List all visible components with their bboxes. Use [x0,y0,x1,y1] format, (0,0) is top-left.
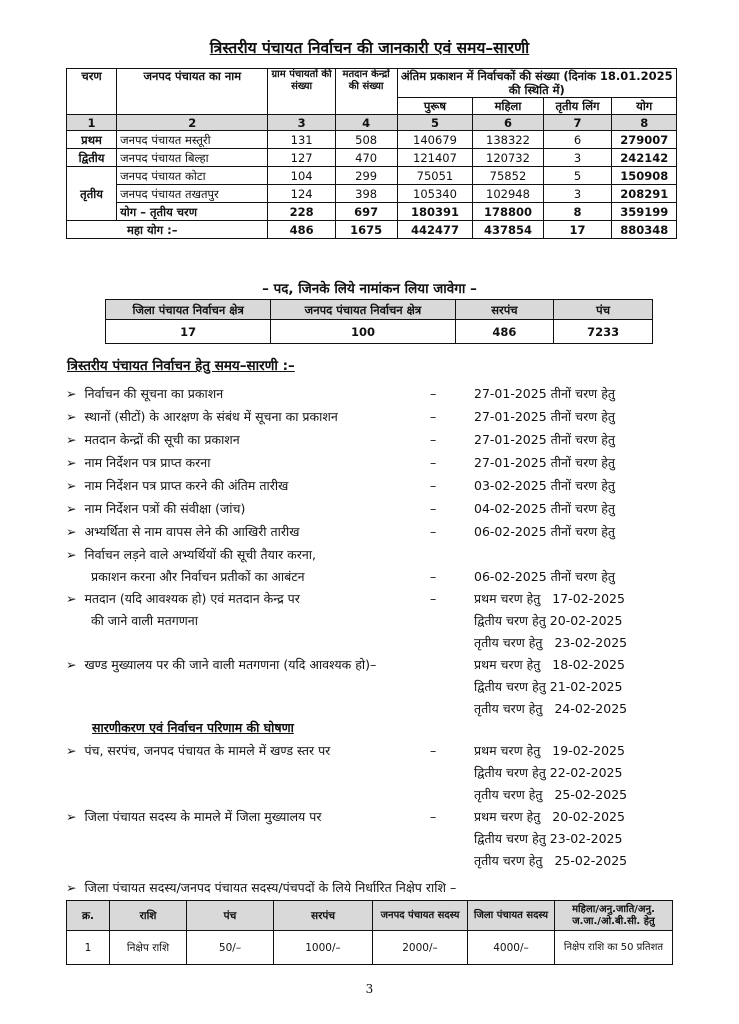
list-item: ➢ पंच, सरपंच, जनपद पंचायत के मामले में खण्ड स्तर पर [66,743,331,758]
col-purush: पुरूष [397,98,473,115]
col-yog: योग [612,98,677,115]
col-num: 8 [612,115,677,131]
list-item: ➢ निर्वाचन लड़ने वाले अभ्यर्थियों की सूची तैयार करना, [66,547,317,562]
page-number: 3 [365,982,374,996]
col-tritiya-ling: तृतीय लिंग [543,98,612,115]
table-row: 1 निक्षेप राशि 50/– 1000/– 2000/– 4000/– निक्षेप राशि का 50 प्रतिशत [67,931,673,965]
col-mahila: महिला [473,98,543,115]
table-row: द्वितीय जनपद पंचायत बिल्हा 127 470 121407 120732 3 242142 [67,149,677,167]
list-item: ➢ नाम निर्देशन पत्रों की संवीक्षा (जांच) [66,501,246,516]
col-num: 3 [268,115,335,131]
col-gram: ग्राम पंचायतों की संख्या [268,69,335,115]
page-title: त्रिस्तरीय पंचायत निर्वाचन की जानकारी एवं समय–सारणी [209,39,530,57]
list-item: ➢ अभ्यर्थिता से नाम वापस लेने की आखिरी तारीख [66,524,300,539]
list-item: ➢ नाम निर्देशन पत्र प्राप्त करने की अंतिम तारीख [66,478,289,493]
posts-table: जिला पंचायत निर्वाचन क्षेत्र जनपद पंचायत निर्वाचन क्षेत्र सरपंच पंच 17 100 486 7233 [105,299,653,344]
col-num: 1 [67,115,117,131]
col-num: 7 [543,115,612,131]
posts-heading: – पद, जिनके लिये नामांकन लिया जावेगा – [262,281,477,297]
col-charan: चरण [67,69,117,115]
col-num: 4 [335,115,397,131]
deposit-heading: ➢ जिला पंचायत सदस्य/जनपद पंचायत सदस्य/पंचपदों के लिये निर्धारित निक्षेप राशि – [66,880,457,895]
col-janpad: जनपद पंचायत का नाम [117,69,268,115]
list-item: ➢ जिला पंचायत सदस्य के मामले में जिला मुख्यालय पर [66,809,322,824]
table-row: प्रथम जनपद पंचायत मस्तूरी 131 508 140679 138322 6 279007 [67,131,677,149]
deposit-table: क्र. राशि पंच सरपंच जनपद पंचायत सदस्य जिला पंचायत सदस्य महिला/अनु.जाति/अनु. ज.जा./ओ.बी.सी. हेतु 1 निक्षेप राशि 50/– 1000/– 2000/– 4000/– निक्षेप राशि का 50 प्रतिशत [66,900,673,965]
voters-table [66,68,677,239]
total-row: महा योग :– 486 1675 442477 437854 17 880348 [67,221,677,239]
table-row: जनपद पंचायत तखतपुर 124 398 105340 102948 3 208291 [67,185,677,203]
list-item: ➢ खण्ड मुख्यालय पर की जाने वाली मतगणना (यदि आवश्यक हो)– [66,657,377,672]
col-antim: अंतिम प्रकाशन में निर्वाचकों की संख्या (दिनांक 18.01.2025 की स्थिति में) [397,69,676,98]
results-subheading: सारणीकरण एवं निर्वाचन परिणाम की घोषणा [92,720,294,735]
list-item: ➢ स्थानों (सीटों) के आरक्षण के संबंध में सूचना का प्रकाशन [66,409,338,424]
list-item: ➢ नाम निर्देशन पत्र प्राप्त करना [66,455,211,470]
col-num: 2 [117,115,268,131]
list-item: ➢ निर्वाचन की सूचना का प्रकाशन [66,386,224,401]
col-matdan: मतदान केन्द्रों की संख्या [335,69,397,115]
table-row: योग – तृतीय चरण 228 697 180391 178800 8 359199 [67,203,677,221]
col-num: 5 [397,115,473,131]
list-item: ➢ मतदान केन्द्रों की सूची का प्रकाशन [66,432,240,447]
list-item: ➢ मतदान (यदि आवश्यक हो) एवं मतदान केन्द्र पर [66,591,300,606]
col-num: 6 [473,115,543,131]
schedule-title: त्रिस्तरीय पंचायत निर्वाचन हेतु समय–सारणी :– [67,358,295,374]
table-row: तृतीय जनपद पंचायत कोटा 104 299 75051 75852 5 150908 [67,167,677,185]
